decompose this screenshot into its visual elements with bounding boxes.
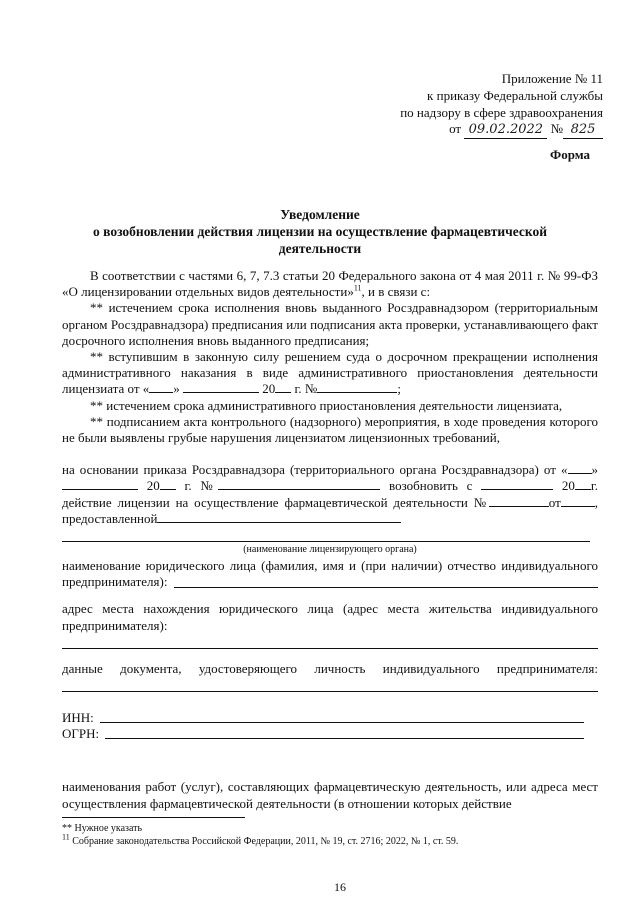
license-granted-field[interactable] bbox=[157, 511, 401, 523]
day-field[interactable] bbox=[149, 381, 173, 393]
resume-date-field[interactable] bbox=[481, 478, 553, 490]
document-body bbox=[62, 268, 598, 812]
order-quote-open: « bbox=[561, 462, 568, 478]
license-from-label: от bbox=[548, 494, 561, 510]
resume-year-prefix: 20 bbox=[561, 478, 575, 494]
document-title bbox=[60, 206, 580, 257]
option-2-text: ** вступившим в законную силу решением суда о досрочном прекращении исполнения административного наказания в виде административного приостановления деятельности лицензиата от « bbox=[62, 349, 598, 397]
id-document-field[interactable] bbox=[62, 677, 598, 692]
order-year-prefix: 20 bbox=[146, 478, 160, 494]
form-label: Форма bbox=[550, 147, 590, 162]
title-line-1: Уведомление bbox=[280, 207, 360, 222]
license-number-label: № bbox=[473, 494, 489, 510]
footnote-ref-11: 11 bbox=[353, 283, 362, 293]
appendix-header bbox=[283, 70, 603, 139]
order-number-field[interactable] bbox=[218, 478, 380, 490]
ogrn-field[interactable] bbox=[105, 738, 584, 739]
paragraph-preamble bbox=[62, 268, 598, 300]
paragraph-id-document: данные документа, удостоверяющего личность индивидуального предпринимателя: bbox=[62, 660, 598, 676]
month-field[interactable] bbox=[183, 381, 259, 393]
order-quote-close: » bbox=[591, 462, 598, 478]
paragraph-works: наименования работ (услуг), составляющих фармацевтическую деятельность, или адреса мест осуществления фармацевтической деятельности (в отношении которых действие bbox=[62, 779, 598, 811]
appendix-line-3-wrap bbox=[400, 104, 603, 121]
appendix-number-handwritten: 825 bbox=[563, 121, 603, 139]
entity-name-field[interactable] bbox=[174, 586, 598, 588]
preamble-text-c: , и в связи с: bbox=[361, 284, 431, 300]
resume-from-label: возобновить с bbox=[389, 478, 473, 494]
order-month-field[interactable] bbox=[62, 478, 138, 490]
appendix-from: от bbox=[449, 121, 462, 136]
address-field[interactable] bbox=[62, 634, 598, 649]
resume-year-suffix: г. bbox=[590, 478, 599, 494]
footnote-11 bbox=[62, 832, 602, 848]
entity-name-label: наименование юридического лица (фамилия, имя и (при наличии) отчество индивидуального предпринимателя): bbox=[62, 558, 598, 590]
license-date-field[interactable] bbox=[561, 495, 595, 507]
preamble-text-a: В соответствии с частями 6, 7, 7.3 статьи 20 Федерального закона от 4 мая 2011 г. bbox=[90, 268, 545, 283]
paragraph-address bbox=[62, 601, 598, 633]
licensing-authority-caption: (наименование лицензирующего органа) bbox=[243, 544, 417, 556]
order-day-field[interactable] bbox=[568, 462, 592, 474]
footnote-separator bbox=[62, 817, 245, 818]
order-basis-text: на основании приказа Росздравнадзора (территориального органа Росздравнадзора) от bbox=[62, 462, 556, 478]
address-label: адрес места нахождения юридического лица (адрес места жительства индивидуального предпринимателя): bbox=[62, 601, 598, 633]
option-2-quote: » bbox=[173, 381, 180, 397]
footnotes bbox=[62, 822, 602, 848]
paragraph-order-basis bbox=[62, 462, 598, 527]
ogrn-row bbox=[62, 726, 598, 742]
paragraph-option-1: ** истечением срока исполнения вновь выданного Росздравнадзором (территориальным органом Росздравнадзора) предписания или подписания акта проверки, устанавливающего факт досрочного исполнения вновь выданного предписания; bbox=[62, 300, 598, 348]
number-field[interactable] bbox=[317, 381, 397, 393]
license-number-field[interactable] bbox=[489, 495, 549, 507]
appendix-order-line bbox=[283, 120, 603, 139]
inn-row bbox=[62, 710, 598, 726]
footnote-11-text: Собрание законодательства Российской Федерации, 2011, № 19, ст. 2716; 2022, № 1, ст. 59. bbox=[69, 836, 459, 847]
inn-field[interactable] bbox=[100, 722, 584, 723]
resume-year-field[interactable] bbox=[575, 478, 591, 490]
footnote-11-marker: 11 bbox=[62, 832, 70, 842]
preamble-text-b: № 99-ФЗ «О лицензировании отдельных видов деятельности» bbox=[62, 268, 599, 300]
appendix-line-2: к приказу Федеральной службы bbox=[427, 88, 603, 103]
paragraph-option-2 bbox=[62, 349, 598, 398]
paragraph-option-3: ** истечением срока административного приостановления деятельности лицензиата, bbox=[90, 397, 563, 413]
order-year-field[interactable] bbox=[160, 478, 176, 490]
paragraph-option-4: ** подписанием акта контрольного (надзорного) мероприятия, в ходе проведения которого не были выявлены грубые нарушения лицензиатом лицензионных требований, bbox=[62, 413, 598, 446]
option-2-year-prefix: 20 bbox=[262, 381, 276, 397]
licensing-authority-field[interactable] bbox=[62, 527, 590, 542]
option-2-number-label: г. № bbox=[294, 381, 318, 397]
license-action-text: действие лицензии на осуществление фармацевтической деятельности bbox=[62, 494, 468, 510]
year-field[interactable] bbox=[275, 381, 291, 393]
order-number-label: г. № bbox=[184, 478, 219, 494]
inn-label: ИНН: bbox=[62, 710, 94, 726]
appendix-no: № bbox=[550, 121, 563, 136]
appendix-line-1: Приложение № 11 bbox=[501, 71, 603, 86]
title-line-2: о возобновлении действия лицензии на осуществление фармацевтической bbox=[93, 224, 547, 239]
title-line-3: деятельности bbox=[278, 241, 362, 256]
option-2-semicolon: ; bbox=[397, 381, 401, 397]
license-granted-label: , предоставленной bbox=[62, 494, 599, 526]
page-number: 16 bbox=[334, 880, 346, 894]
ogrn-label: ОГРН: bbox=[62, 726, 100, 742]
appendix-line-3: по надзору в сфере здравоохранения bbox=[400, 105, 603, 120]
footnote-asterisk: ** Нужное указать bbox=[62, 823, 143, 834]
appendix-date-handwritten: 09.02.2022 bbox=[464, 121, 547, 139]
